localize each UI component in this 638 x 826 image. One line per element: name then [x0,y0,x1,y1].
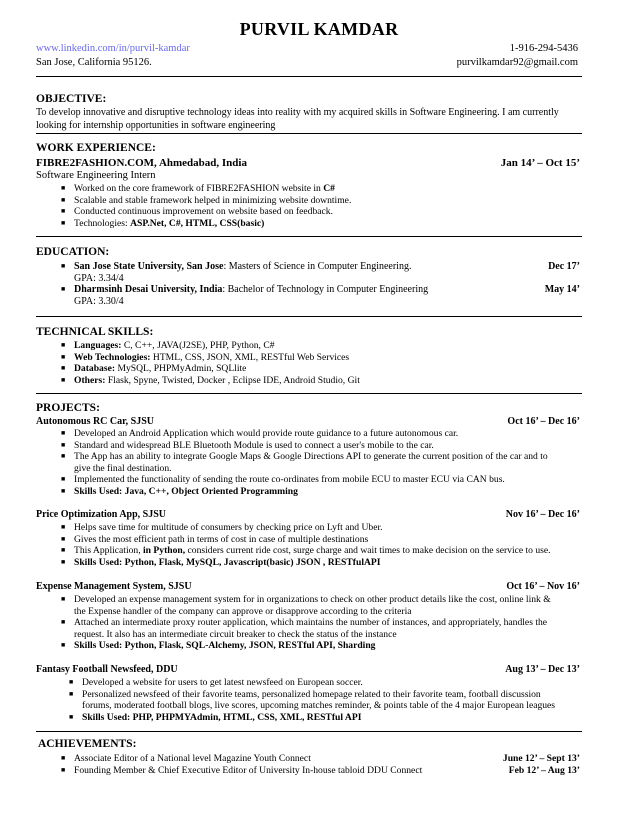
list-item: ■ Developed a website for users to get latest newsfeed on European soccer. [69,677,363,688]
list-item: ■ Attached an intermediate proxy router application, which maintains the number of instances, and appropriately, handles the [61,617,548,628]
list-item: the Expense handler of the company can approve or disapprove according to the criteria [74,605,412,617]
list-item: ■ Personalized newsfeed of their favorite teams, personalized homepage related to their favorite team, football discussion [69,688,541,700]
list-item: GPA: 3.34/4 [74,272,124,284]
list-item: ■ Associate Editor of a National level Magazine Youth Connect June 12’ – Sept 13’ [61,753,580,764]
list-item: GPA: 3.30/4 [74,295,124,307]
project-name: Expense Management System, SJSU [36,581,192,592]
project-dates: Aug 13’ – Dec 13’ [505,664,580,675]
project-row [36,509,582,521]
work-company-row [36,157,582,169]
list-item: ■ Skills Used: Python, Flask, MySQL, Javascript(basic) JSON , RESTfulAPI [61,556,381,568]
list-item: ■ Skills Used: Python, Flask, SQL-Alchemy, JSON, RESTful API, Sharding [61,640,376,651]
project-row [36,581,582,593]
list-item: ■ Developed an Android Application which would provide route guidance to a future autonomous car. [61,428,459,439]
section-divider [36,133,582,134]
list-item: ■ Database: MySQL, PHPMyAdmin, SQLlite [61,363,247,374]
achievements-list [36,753,582,776]
project-bullets [36,594,582,652]
project-bullets [44,677,582,723]
location: San Jose, California 95126. [36,57,152,68]
projects-heading: PROJECTS: [36,402,100,414]
project-dates: Oct 16’ – Nov 16’ [506,581,580,592]
list-item: ■ Founding Member & Chief Executive Editor of University In-house tabloid DDU Connect Feb 12’ – Aug 13’ [61,764,580,776]
list-item: ■ Technologies: ASP.Net, C#, HTML, CSS(basic) [61,217,265,229]
project-name: Price Optimization App, SJSU [36,509,167,520]
work-role: Software Engineering Intern [36,170,156,181]
list-item: request. It also has an intermediate circuit breaker to check the status of the instance [74,628,397,640]
list-item: ■ Helps save time for multitude of consumers by checking price on Lyft and Uber. [61,522,383,533]
project-row [36,416,582,428]
work-heading: WORK EXPERIENCE: [36,142,156,154]
work-company: FIBRE2FASHION.COM, Ahmedabad, India [36,157,247,169]
list-item: ■ Gives the most efficient path in terms of cost in case of multiple destinations [61,533,369,545]
section-divider [36,316,582,317]
section-divider [36,731,582,732]
project-dates: Oct 16’ – Dec 16’ [507,416,580,427]
header-divider [36,76,582,77]
list-item: ■ The App has an ability to integrate Google Maps & Google Directions API to generate the current position of the car and to [61,451,548,462]
section-divider [36,393,582,394]
list-item: ■ Languages: C, C++, JAVA(J2SE), PHP, Python, C# [61,340,275,351]
list-item: forums, moderated football blogs, live scores, upcoming matches reminder, & points table of the 4 major European leagues [82,700,556,711]
work-bullets [36,183,582,229]
project-name: Fantasy Football Newsfeed, DDU [36,664,178,675]
list-item: ■ Skills Used: PHP, PHPMYAdmin, HTML, CSS, XML, RESTful API [69,711,362,723]
work-dates: Jan 14’ – Oct 15’ [500,157,580,169]
achievements-heading: ACHIEVEMENTS: [38,738,137,750]
skills-list [36,340,582,386]
objective-line-2: looking for internship opportunities in software engineering [36,120,276,131]
list-item: give the final destination. [74,462,172,474]
list-item: ■ Conducted continuous improvement on website based on feedback. [61,206,333,217]
list-item: ■ Developed an expense management system for in organizations to check on other product details like the cost, online link & [61,594,551,605]
list-item: ■ Dharmsinh Desai University, India: Bachelor of Technology in Computer Engineering May 14’ [61,284,580,295]
list-item: ■ Others: Flask, Spyne, Twisted, Docker , Eclipse IDE, Android Studio, Git [61,374,360,386]
project-row [36,664,582,676]
education-heading: EDUCATION: [36,246,110,258]
list-item: ■ Implemented the functionality of sending the route co-ordinates from mobile ECU to master ECU via CAN bus. [61,474,505,485]
project-dates: Nov 16’ – Dec 16’ [505,509,580,520]
education-list [36,261,582,307]
objective-heading: OBJECTIVE: [36,93,107,105]
list-item: ■ Worked on the core framework of FIBRE2FASHION website in C# [61,183,335,194]
list-item: ■ Scalable and stable framework helped in minimizing website downtime. [61,194,352,206]
project-bullets [36,428,582,497]
list-item: ■ Standard and widespread BLE Bluetooth Module is used to connect a user's mobile to the car. [61,439,434,451]
phone-number: 1-916-294-5436 [509,43,578,54]
list-item: ■ This Application, in Python, considers current ride cost, surge charge and wait times to make decision on the service to use. [61,545,551,556]
linkedin-link[interactable]: www.linkedin.com/in/purvil-kamdar [36,43,190,54]
project-bullets [36,522,582,568]
objective-line-1: To develop innovative and disruptive technology ideas into reality with my acquired skills in Software Engineering. I am currently [36,107,559,118]
project-name: Autonomous RC Car, SJSU [36,416,154,427]
list-item: ■ San Jose State University, San Jose: Masters of Science in Computer Engineering. Dec 17’ [61,261,580,272]
skills-heading: TECHNICAL SKILLS: [36,326,154,338]
email-address[interactable]: purvilkamdar92@gmail.com [456,57,578,68]
list-item: ■ Web Technologies: HTML, CSS, JSON, XML, RESTful Web Services [61,351,350,363]
list-item: ■ Skills Used: Java, C++, Object Oriented Programming [61,485,298,497]
resume-name: PURVIL KAMDAR [239,19,399,39]
section-divider [36,236,582,237]
